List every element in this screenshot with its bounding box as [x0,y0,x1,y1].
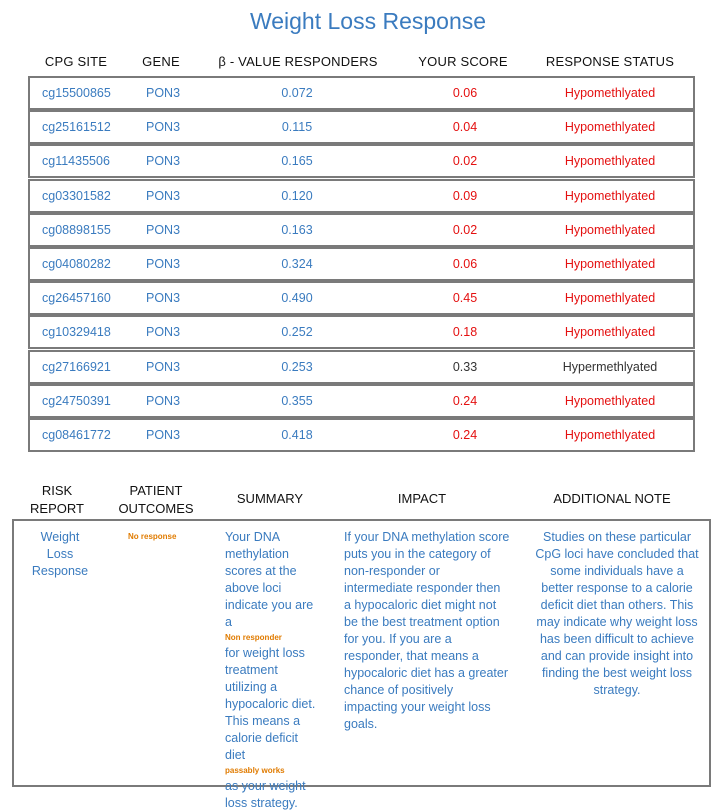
beta-value-cell: 0.355 [281,394,313,408]
your-score-cell: 0.45 [452,291,478,305]
column-header-impact: IMPACT [397,491,447,506]
column-header-beta-value: β - VALUE RESPONDERS [218,54,378,69]
page-title: Weight Loss Response [249,8,487,34]
cpg-site-cell: cg25161512 [42,120,111,134]
response-status-cell: Hypomethlyated [564,154,656,168]
summary-part3: as your weight loss strategy. [225,779,306,810]
beta-value-cell: 0.072 [281,86,313,100]
gene-cell: PON3 [146,189,181,203]
response-status-cell: Hypomethlyated [564,120,656,134]
table-row [28,76,695,110]
column-header-cpg-site: CPG SITE [44,54,108,69]
table-row [28,350,695,384]
table-row [28,247,695,281]
effectiveness-tag: passably works [225,766,285,775]
gene-cell: PON3 [146,154,181,168]
beta-value-cell: 0.490 [281,291,313,305]
cpg-site-cell: cg11435506 [42,154,110,168]
response-status-cell: Hypomethlyated [564,86,656,100]
your-score-cell: 0.24 [452,394,478,408]
risk-header-line1: RISK [41,483,73,498]
responder-category-tag: Non responder [225,633,282,642]
outcomes-header-line1: PATIENT [129,483,183,498]
response-status-cell: Hypomethlyated [564,189,656,203]
table-row [28,144,695,178]
response-status-cell: Hypomethlyated [564,257,656,271]
beta-value-cell: 0.120 [281,189,313,203]
gene-cell: PON3 [146,223,181,237]
patient-outcome-badge: No response [128,532,177,541]
column-header-additional-note: ADDITIONAL NOTE [553,491,671,506]
gene-cell: PON3 [146,428,181,442]
gene-cell: PON3 [146,291,181,305]
column-header-risk-report [22,482,92,518]
table-row [28,213,695,247]
beta-value-cell: 0.253 [281,360,313,374]
gene-cell: PON3 [146,120,181,134]
summary-part1: Your DNA methylation scores at the above loci indicate you are a [225,530,314,629]
response-status-cell: Hypomethlyated [564,291,656,305]
response-status-cell: Hypomethlyated [564,428,656,442]
column-header-summary: SUMMARY [236,491,304,506]
cpg-site-cell: cg08898155 [42,223,111,237]
response-status-cell: Hypomethlyated [564,223,656,237]
column-header-gene: GENE [142,54,180,69]
your-score-cell: 0.04 [452,120,478,134]
beta-value-cell: 0.115 [281,120,313,134]
beta-value-cell: 0.163 [281,223,313,237]
response-status-cell: Hypomethlyated [564,394,656,408]
summary-text [225,529,321,812]
table-row [28,315,695,349]
table-row [28,179,695,213]
cpg-site-cell: cg04080282 [42,257,111,271]
your-score-cell: 0.33 [452,360,478,374]
table-row [28,384,695,418]
your-score-cell: 0.06 [452,257,478,271]
gene-cell: PON3 [146,325,181,339]
additional-note-text: Studies on these particular CpG loci have concluded that some individuals have a better response to a calorie deficit diet than others. This may indicate why weight loss has been difficult to achieve and can provide insight into finding the best weight loss strategy. [535,530,699,697]
your-score-cell: 0.02 [452,223,478,237]
column-header-your-score: YOUR SCORE [418,54,508,69]
column-header-patient-outcomes [118,482,194,518]
risk-header-line2: REPORT [30,501,84,516]
response-status-cell: Hypermethlyated [562,360,658,374]
beta-value-cell: 0.252 [281,325,313,339]
your-score-cell: 0.06 [452,86,478,100]
gene-cell: PON3 [146,86,181,100]
table-row [28,281,695,315]
table-row [28,418,695,452]
cpg-site-cell: cg03301582 [42,189,111,203]
gene-cell: PON3 [146,360,181,374]
cpg-site-cell: cg10329418 [42,325,111,339]
summary-part2: for weight loss treatment utilizing a hypocaloric diet. This means a calorie deficit diet [225,646,316,762]
your-score-cell: 0.18 [452,325,478,339]
beta-value-cell: 0.324 [281,257,313,271]
cpg-site-cell: cg26457160 [42,291,111,305]
your-score-cell: 0.09 [452,189,478,203]
cpg-site-cell: cg27166921 [42,360,111,374]
outcomes-header-line2: OUTCOMES [118,501,194,516]
table-row [28,110,695,144]
risk-report-panel [12,519,711,810]
column-header-response-status: RESPONSE STATUS [545,54,675,69]
cpg-site-cell: cg08461772 [42,428,111,442]
your-score-cell: 0.02 [452,154,478,168]
gene-cell: PON3 [146,394,181,408]
risk-report-text: Weight Loss Response [31,530,89,578]
beta-value-cell: 0.418 [281,428,313,442]
beta-value-cell: 0.165 [281,154,313,168]
gene-cell: PON3 [146,257,181,271]
your-score-cell: 0.24 [452,428,478,442]
cpg-site-cell: cg24750391 [42,394,111,408]
response-status-cell: Hypomethlyated [564,325,656,339]
impact-text: If your DNA methylation score puts you in the category of non-responder or intermediate responder then a hypocaloric diet might not be the best treatment option for you. If you are a responder, that means a hypocaloric diet has a greater chance of positively impacting your weight loss goals. [344,530,510,731]
cpg-site-cell: cg15500865 [42,86,111,100]
